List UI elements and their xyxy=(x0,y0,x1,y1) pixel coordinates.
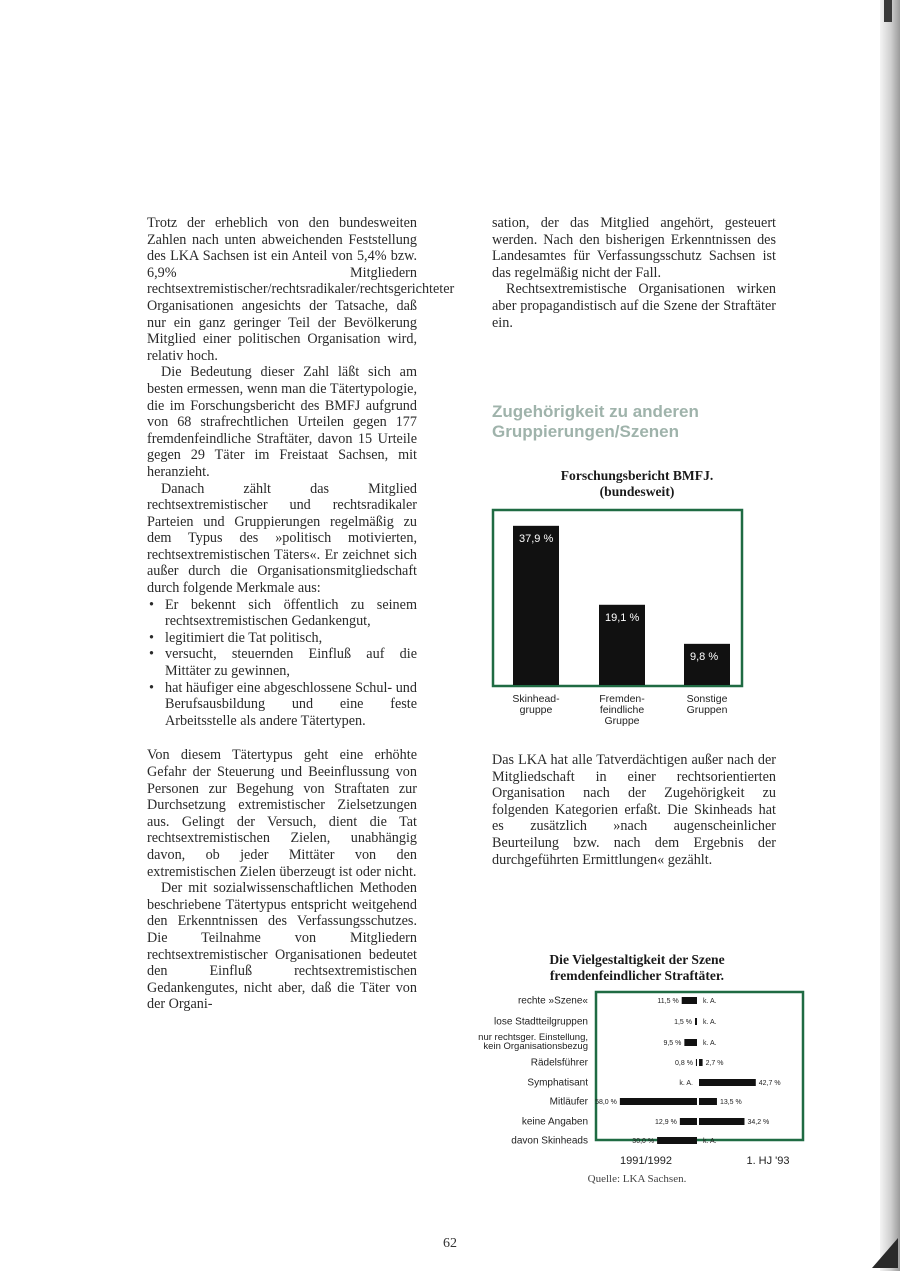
bar-1991-1992 xyxy=(657,1137,697,1144)
paragraph: Die Bedeutung dieser Zahl läßt sich am besten ermessen, wenn man die Tätertypologie, die im Forschungsbericht des BMFJ aufgrund von 68 strafrechtlichen Urteilen gegen 177 fremdenfeindliche Straftäter, davon 15 Urteile gegen 29 Täter im Freistaat Sachsen, mit heranzieht. xyxy=(147,364,417,480)
bar-value-label: 30,0 % xyxy=(632,1138,655,1145)
y-tick-label: kein Organisationsbezug xyxy=(483,1041,588,1052)
bar-value-label: 12,9 % xyxy=(655,1119,677,1126)
source-note: Quelle: LKA Sachsen. xyxy=(587,1173,687,1185)
page-edge xyxy=(880,0,900,1271)
bar-1991-1992 xyxy=(696,1059,697,1066)
y-tick-label: rechte »Szene« xyxy=(517,995,588,1007)
feature-list xyxy=(147,597,417,730)
page-edge-mark xyxy=(872,1238,898,1268)
paragraph: sation, der das Mitglied angehört, gesteuert werden. Nach den bisherigen Erkenntnissen des Landesamtes für Verfassungsschutz Sachsen ist das regelmäßig nicht der Fall. xyxy=(492,215,776,281)
bar-value-label: 58,0 % xyxy=(595,1099,617,1106)
bar xyxy=(513,526,559,685)
paragraph: Rechtsextremistische Organisationen wirken aber propagandistisch auf die Szene der Straftäter ein. xyxy=(492,281,776,331)
x-tick-label: Sonstige xyxy=(686,693,728,705)
y-tick-label: keine Angaben xyxy=(521,1116,588,1128)
y-tick-label: Rädelsführer xyxy=(530,1057,588,1069)
bar-value-label: 37,9 % xyxy=(519,532,554,545)
y-tick-label: lose Stadtteilgruppen xyxy=(494,1016,588,1028)
series-label: 1991/1992 xyxy=(620,1155,672,1167)
list-item: • Er bekennt sich öffentlich zu seinem rechtsextremistischen Gedankengut, xyxy=(147,597,417,630)
bar-value-label: k. A. xyxy=(703,1138,717,1145)
bar-value-label: k. A. xyxy=(703,1019,717,1026)
bar-1991-1992 xyxy=(680,1118,697,1125)
bar-value-label: 13,5 % xyxy=(719,1099,742,1106)
paragraph: Das LKA hat alle Tatverdächtigen außer nach der Mitgliedschaft in einer rechtsorientierten Organisation nach der Zugehörigkeit zu folgenden Kategorien erfaßt. Die Skinheads hat es zusätzlich »nach augenscheinlicher Beurteilung bzw. nach dem Ergebnis der durchgeführten Ermittlungen« gezählt. xyxy=(492,752,776,868)
bar-value-label: 2,7 % xyxy=(705,1060,724,1067)
x-tick-label: Skinhead- xyxy=(512,693,560,705)
bar-value-label: 0,8 % xyxy=(675,1060,693,1067)
chart-title xyxy=(492,468,782,500)
bar-chart-szene xyxy=(446,988,822,1173)
x-tick-label: gruppe xyxy=(519,704,553,716)
bar-1991-1992 xyxy=(684,1039,697,1046)
bar-1991-1992 xyxy=(695,1018,697,1025)
bar-value-label: k. A. xyxy=(703,1040,717,1047)
bar-value-label: k. A. xyxy=(703,998,717,1005)
bar-1991-1992 xyxy=(682,997,697,1004)
bar-1hj-93 xyxy=(699,1079,756,1086)
bar-chart-bmfj xyxy=(488,506,748,736)
bar-value-label: 11,5 % xyxy=(657,998,679,1005)
right-text-column xyxy=(492,215,776,331)
list-item: • hat häufiger eine abgeschlossene Schul- und Berufsausbildung und eine feste Arbeitsstelle als andere Tätertypen. xyxy=(147,680,417,730)
page-edge-mark xyxy=(884,0,892,22)
x-tick-label: Gruppe xyxy=(604,715,640,727)
y-tick-label: Mitläufer xyxy=(549,1096,588,1108)
paragraph: Trotz der erheblich von den bundesweiten Zahlen nach unten abweichenden Feststellung des LKA Sachsen ist ein Anteil von 5,4% bzw. 6,9% Mitgliedern rechtsextremistischer/rechtsradikaler/rechtsgerichteter Organisationen angesichts der Tatsache, daß nur ein ganz geringer Teil der Bevölkerung Mitglied einer politischen Organisation wird, relativ hoch. xyxy=(147,215,455,364)
series-label: 1. HJ '93 xyxy=(746,1155,790,1167)
x-tick-label: Fremden- xyxy=(599,693,645,705)
bar-value-label: 1,5 % xyxy=(674,1019,693,1026)
bar-value-label: 42,7 % xyxy=(758,1080,781,1087)
x-tick-label: feindliche xyxy=(599,704,645,716)
bar-value-label: k. A. xyxy=(679,1080,693,1087)
chart-title-line: Die Vielgestaltigkeit der Szene xyxy=(549,952,725,967)
chart-title-line: Forschungsbericht BMFJ. xyxy=(560,468,714,483)
bar-1hj-93 xyxy=(699,1098,717,1105)
x-tick-label: Gruppen xyxy=(686,704,728,716)
bar-value-label: 34,2 % xyxy=(747,1119,770,1126)
chart-subtitle: (bundesweit) xyxy=(599,484,675,499)
y-tick-label: davon Skinheads xyxy=(511,1135,588,1147)
section-heading xyxy=(492,402,792,442)
heading-line: Gruppierungen/Szenen xyxy=(492,422,680,441)
list-item: • versucht, steuernden Einfluß auf die Mittäter zu gewinnen, xyxy=(147,646,417,679)
bar-value-label: 9,5 % xyxy=(663,1040,682,1047)
left-text-column xyxy=(147,215,455,1013)
chart-subtitle: fremdenfeindlicher Straftäter. xyxy=(549,968,725,983)
y-tick-label: Symphatisant xyxy=(527,1077,588,1089)
page-number: 62 xyxy=(443,1236,457,1251)
right-text-block xyxy=(492,752,776,868)
bar-1hj-93 xyxy=(699,1059,703,1066)
bar-1hj-93 xyxy=(699,1118,744,1125)
heading-line: Zugehörigkeit zu anderen xyxy=(492,402,699,421)
y-tick-label: nur rechtsger. Einstellung, xyxy=(478,1032,588,1043)
paragraph: Der mit sozialwissenschaftlichen Methoden beschriebene Tätertypus entspricht weitgehend den Erkenntnissen des Verfassungsschutzes. Die Teilnahme von Mitgliedern rechtsextremistischer Organisationen bedeutet den Einfluß rechtsextremistischen Gedankengutes, nicht aber, daß die Täter von der Organi- xyxy=(147,880,417,1013)
chart-title xyxy=(492,952,782,984)
bar-1991-1992 xyxy=(620,1098,697,1105)
list-item: • legitimiert die Tat politisch, xyxy=(147,630,417,647)
bar-value-label: 19,1 % xyxy=(605,611,640,624)
bar-value-label: 9,8 % xyxy=(690,650,719,663)
paragraph: Danach zählt das Mitglied rechtsextremistischer und rechtsradikaler Parteien und Gruppierungen regelmäßig zu dem Typus des »politisch motivierten, rechtsextremistischen Täters«. Er zeichnet sich außer durch die Organisationsmitgliedschaft durch folgende Merkmale aus: xyxy=(147,480,417,597)
paragraph: Von diesem Tätertypus geht eine erhöhte Gefahr der Steuerung und Beeinflussung von Personen zur Begehung von Straftaten zur Durchsetzung extremistischer Zielsetzungen aus. Gelingt der Versuch, dient die Tat rechtsextremistischen Zielen, unabhängig davon, ob jeder Mittäter von den extremistischen Zielen überzeugt ist oder nicht. xyxy=(147,747,417,880)
